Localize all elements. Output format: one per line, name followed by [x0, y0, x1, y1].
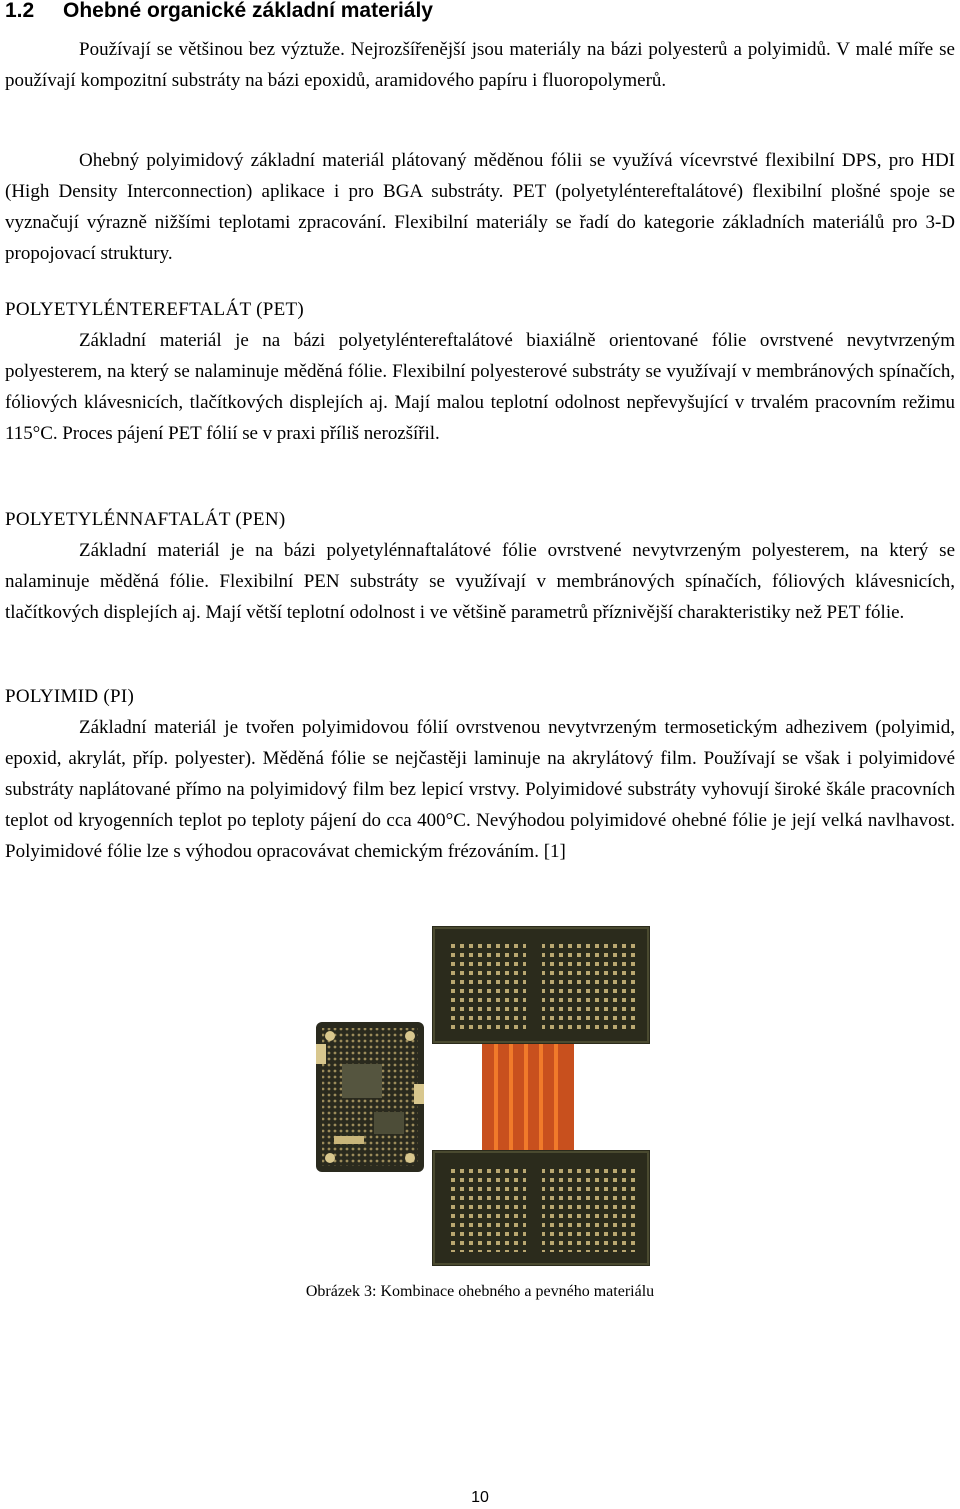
pcb-illustration [314, 924, 652, 1270]
section-title: Ohebné organické základní materiály [63, 0, 433, 22]
pen-paragraph: Základní materiál je na bázi polyetylénnaftalátové fólie ovrstvené nevytvrzeným polyesterem, na který se nalaminuje měděná fólie. Flexibilní PEN substráty se využívají v membránových spínačích, fóliových klávesnicích, tlačítkových displejích aj. Mají větší teplotní odolnost i ve většině parametrů příznivější charakteristiky než PET fólie. [5, 540, 955, 623]
pet-paragraph: Základní materiál je na bázi polyetyléntereftalátové biaxiálně orientované fólie ovrstvené nevytvrzeným polyesterem, na který se nalaminuje měděná fólie. Flexibilní polyesterové substráty se využívají v membránových spínačích, fóliových klávesnicích, tlačítkových displejích aj. Mají malou teplotní odolnost nepřevyšující v trvalém pracovním režimu 115°C. Proces pájení PET fólií se v praxi příliš nerozšířil. [5, 330, 955, 444]
pen-heading: POLYETYLÉNNAFTALÁT (PEN) [5, 509, 286, 530]
pi-heading: POLYIMID (PI) [5, 686, 135, 707]
intro-paragraph: Používají se většinou bez výztuže. Nejrozšířenější jsou materiály na bázi polyesterů a polyimidů. V malé míře se používají kompozitní substráty na bázi epoxidů, aramidového papíru i fluoropolymerů. [5, 39, 955, 91]
section-number: 1.2 [5, 0, 35, 22]
pi-paragraph: Základní materiál je tvořen polyimidovou fólií ovrstvenou nevytvrzeným termosetickým adhezivem (polyimid, epoxid, akrylát, příp. polyester). Měděná fólie se nejčastěji laminuje na akrylátový film. Používají se však i polyimidové substráty naplátované přímo na polyimidový film bez lepicí vrstvy. Polyimidové substráty vyhovují široké škále pracovních teplot od kryogenních teplot po teploty pájení do cca 400°C. Nevýhodou polyimidové ohebné fólie je její velká navlhavost. Polyimidové fólie lze s výhodou opracovávat chemickým frézováním. [1] [5, 717, 955, 862]
section-heading [5, 0, 433, 28]
figure-caption: Obrázek 3: Kombinace ohebného a pevného materiálu [305, 1283, 655, 1300]
rigid-board-left [316, 1022, 424, 1172]
page-number: 10 [471, 1489, 489, 1506]
rigid-flex-pcb-image [314, 924, 652, 1270]
flexible-materials-paragraph: Ohebný polyimidový základní materiál plátovaný měděnou fólii se využívá vícevrstvé flexibilní DPS, pro HDI (High Density Interconnection) aplikace i pro BGA substráty. PET (polyetyléntereftalátové) flexibilní plošné spoje se vyznačují výrazně nižšími teplotami zpracování. Flexibilní materiály se řadí do kategorie základních materiálů pro 3-D propojovací struktury. [5, 150, 955, 264]
pet-heading: POLYETYLÉNTEREFTALÁT (PET) [5, 299, 305, 320]
